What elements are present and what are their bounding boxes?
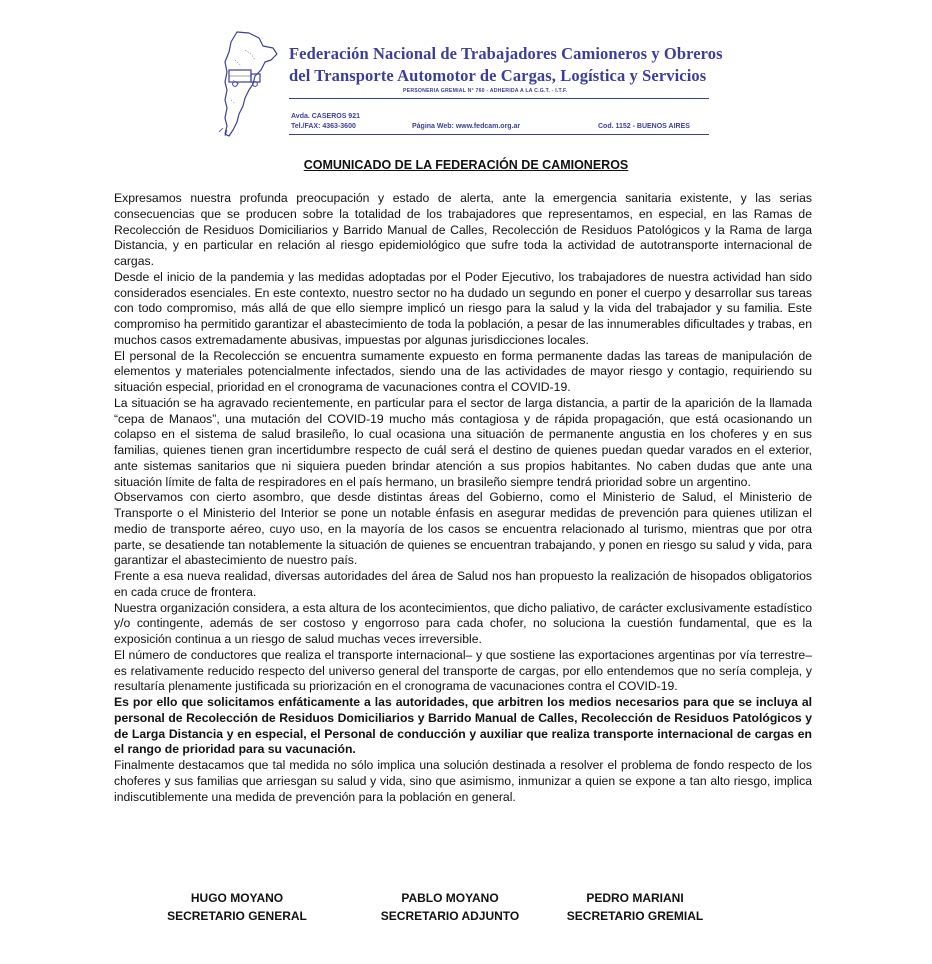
federation-name-line-1: Federación Nacional de Trabajadores Camioneros y Obreros: [289, 44, 723, 63]
signatory-name: HUGO MOYANO: [190, 891, 284, 905]
signature-hugo-moyano: [162, 889, 312, 925]
paragraph-manaos-strain: La situación se ha agravado recientemente, en particular para el sector de larga distancia, a partir de la aparición de la llamada “cepa de Manaos”, una mutación del COVID-19 mucho más contagiosa y de rápida propagación, que está ocasionando un colapso en el sistema de salud brasileño, lo cual ocasiona una situación de permanente angustia en los choferes y en sus familias, quienes tienen gran incertidumbre respecto de cuál será el destino de quienes puedan quedar varados en el exterior, ante sistemas sanitarios que ni siquiera pueden brindar atención a sus propios habitantes. No caben dudas que ante una situación límite de falta de respiradores en el país hermano, un brasileño siempre tendrá prioridad sobre un argentino.: [114, 395, 812, 489]
letterhead-divider-top: [289, 98, 709, 99]
paragraph-organization: Nuestra organización considera, a esta altura de los acontecimientos, que dicho paliativo, de carácter exclusivamente estadístico y/o contingente, además de ser costoso y engorroso para cada chofer, no soluciona la cuestión fundamental, que es la exposición continua a un riesgo de salud muchas veces irreversible.: [114, 600, 812, 646]
document-body: [114, 191, 812, 805]
signatory-role: SECRETARIO GREMIAL: [566, 909, 704, 923]
signatory-role: SECRETARIO GENERAL: [167, 909, 307, 923]
letterhead: [215, 30, 723, 138]
letterhead-postal-code: Cod. 1152 - BUENOS AIRES: [598, 123, 690, 130]
signatory-name: PEDRO MARIANI: [586, 891, 684, 905]
letterhead-phone: Tel./FAX: 4363-3600: [291, 123, 356, 130]
argentina-map-truck-logo: [215, 30, 281, 138]
signatory-role: SECRETARIO ADJUNTO: [380, 909, 520, 923]
paragraph-government: Observamos con cierto asombro, que desde distintas áreas del Gobierno, como el Ministerio de Salud, el Ministerio de Transporte o el Ministerio del Interior se pone un notable énfasis en asegurar medidas de prevención para quienes utilizan el medio de transporte aéreo, cuyo uso, en la mayoría de los casos se encuentra relacionado al turismo, mientras que por otra parte, se desatiende tan notablemente la situación de quienes se encuentran trabajando, y ponen en riesgo su salud y vida, para garantizar el abastecimiento de nuestro país.: [114, 490, 812, 568]
letterhead-divider-bottom: [289, 134, 709, 135]
paragraph-pandemic: Desde el inicio de la pandemia y las medidas adoptadas por el Poder Ejecutivo, los trabajadores de nuestra actividad han sido considerados esenciales. En este contexto, nuestro sector no ha dudado un segundo en poner el cuerpo y desarrollar sus tareas con todo compromiso, más allá de que ello siempre implicó un riesgo para la salud y la vida del trabajador y su familia. Este compromiso ha permitido garantizar el abastecimiento de toda la población, a pesar de las innumerables dificultades y trabas, en muchos casos extremadamente abusivas, impuestas por algunas jurisdicciones locales.: [114, 269, 812, 347]
signatory-name: PABLO MOYANO: [401, 891, 499, 905]
document-title: COMUNICADO DE LA FEDERACIÓN DE CAMIONEROS: [303, 158, 629, 172]
paragraph-swabs: Frente a esa nueva realidad, diversas autoridades del área de Salud nos han propuesto la realización de hisopados obligatorios en cada cruce de frontera.: [114, 569, 812, 599]
paragraph-recoleccion: El personal de la Recolección se encuentra sumamente expuesto en forma permanente dadas las tareas de manipulación de elementos y materiales potencialmente infectados, siendo una de las actividades de mayor riesgo y contagio, requiriendo su situación especial, prioridad en el cronograma de vacunaciones contra el COVID-19.: [114, 348, 812, 394]
letterhead-address: Avda. CASEROS 921: [291, 113, 360, 120]
signature-pedro-mariani: [550, 889, 720, 925]
paragraph-drivers-count: El número de conductores que realiza el transporte internacional– y que sostiene las exportaciones argentinas por vía terrestre– es relativamente reducido respecto del universo general del transporte de cargas, por ello entendemos que no sería compleja, y resultaría plenamente justificada su priorización en el cronograma de vacunaciones contra el COVID-19.: [114, 647, 812, 694]
personeria-gremial: PERSONERIA GREMIAL N° 760 - ADHERIDA A LA C.G.T. - I.T.F.: [403, 88, 568, 94]
paragraph-request: Es por ello que solicitamos enfáticamente a las autoridades, que arbitren los medios necesarios para que se incluya al personal de Recolección de Residuos Domiciliarios y Barrido Manual de Calles, Recolección de Residuos Patológicos y de Larga Distancia y en especial, el Personal de conducción y auxiliar que realiza transporte internacional de cargas en el rango de prioridad para su vacunación.: [114, 695, 812, 757]
federation-name-line-2: del Transporte Automotor de Cargas, Logística y Servicios: [289, 66, 707, 85]
paragraph-closing: Finalmente destacamos que tal medida no sólo implica una solución destinada a resolver el problema de fondo respecto de los choferes y sus familias que arriesgan su salud y vida, sino que asimismo, inmunizar a quien se expone a tan alto riesgo, implica indiscutiblemente una medida de prevención para la población en general.: [114, 758, 812, 804]
paragraph-concern: Expresamos nuestra profunda preocupación y estado de alerta, ante la emergencia sanitaria existente, y las serias consecuencias que se producen sobre la totalidad de los trabajadores que representamos, en especial, en las Ramas de Recolección de Residuos Domiciliarios y Barrido Manual de Calles, Recolección de Residuos Patológicos y la Rama de larga Distancia, y en particular en relación al riesgo epidemiológico que sufre toda la actividad de autotransporte internacional de cargas.: [114, 191, 812, 268]
signature-pablo-moyano: [375, 889, 525, 925]
letterhead-website: Página Web: www.fedcam.org.ar: [412, 123, 521, 130]
